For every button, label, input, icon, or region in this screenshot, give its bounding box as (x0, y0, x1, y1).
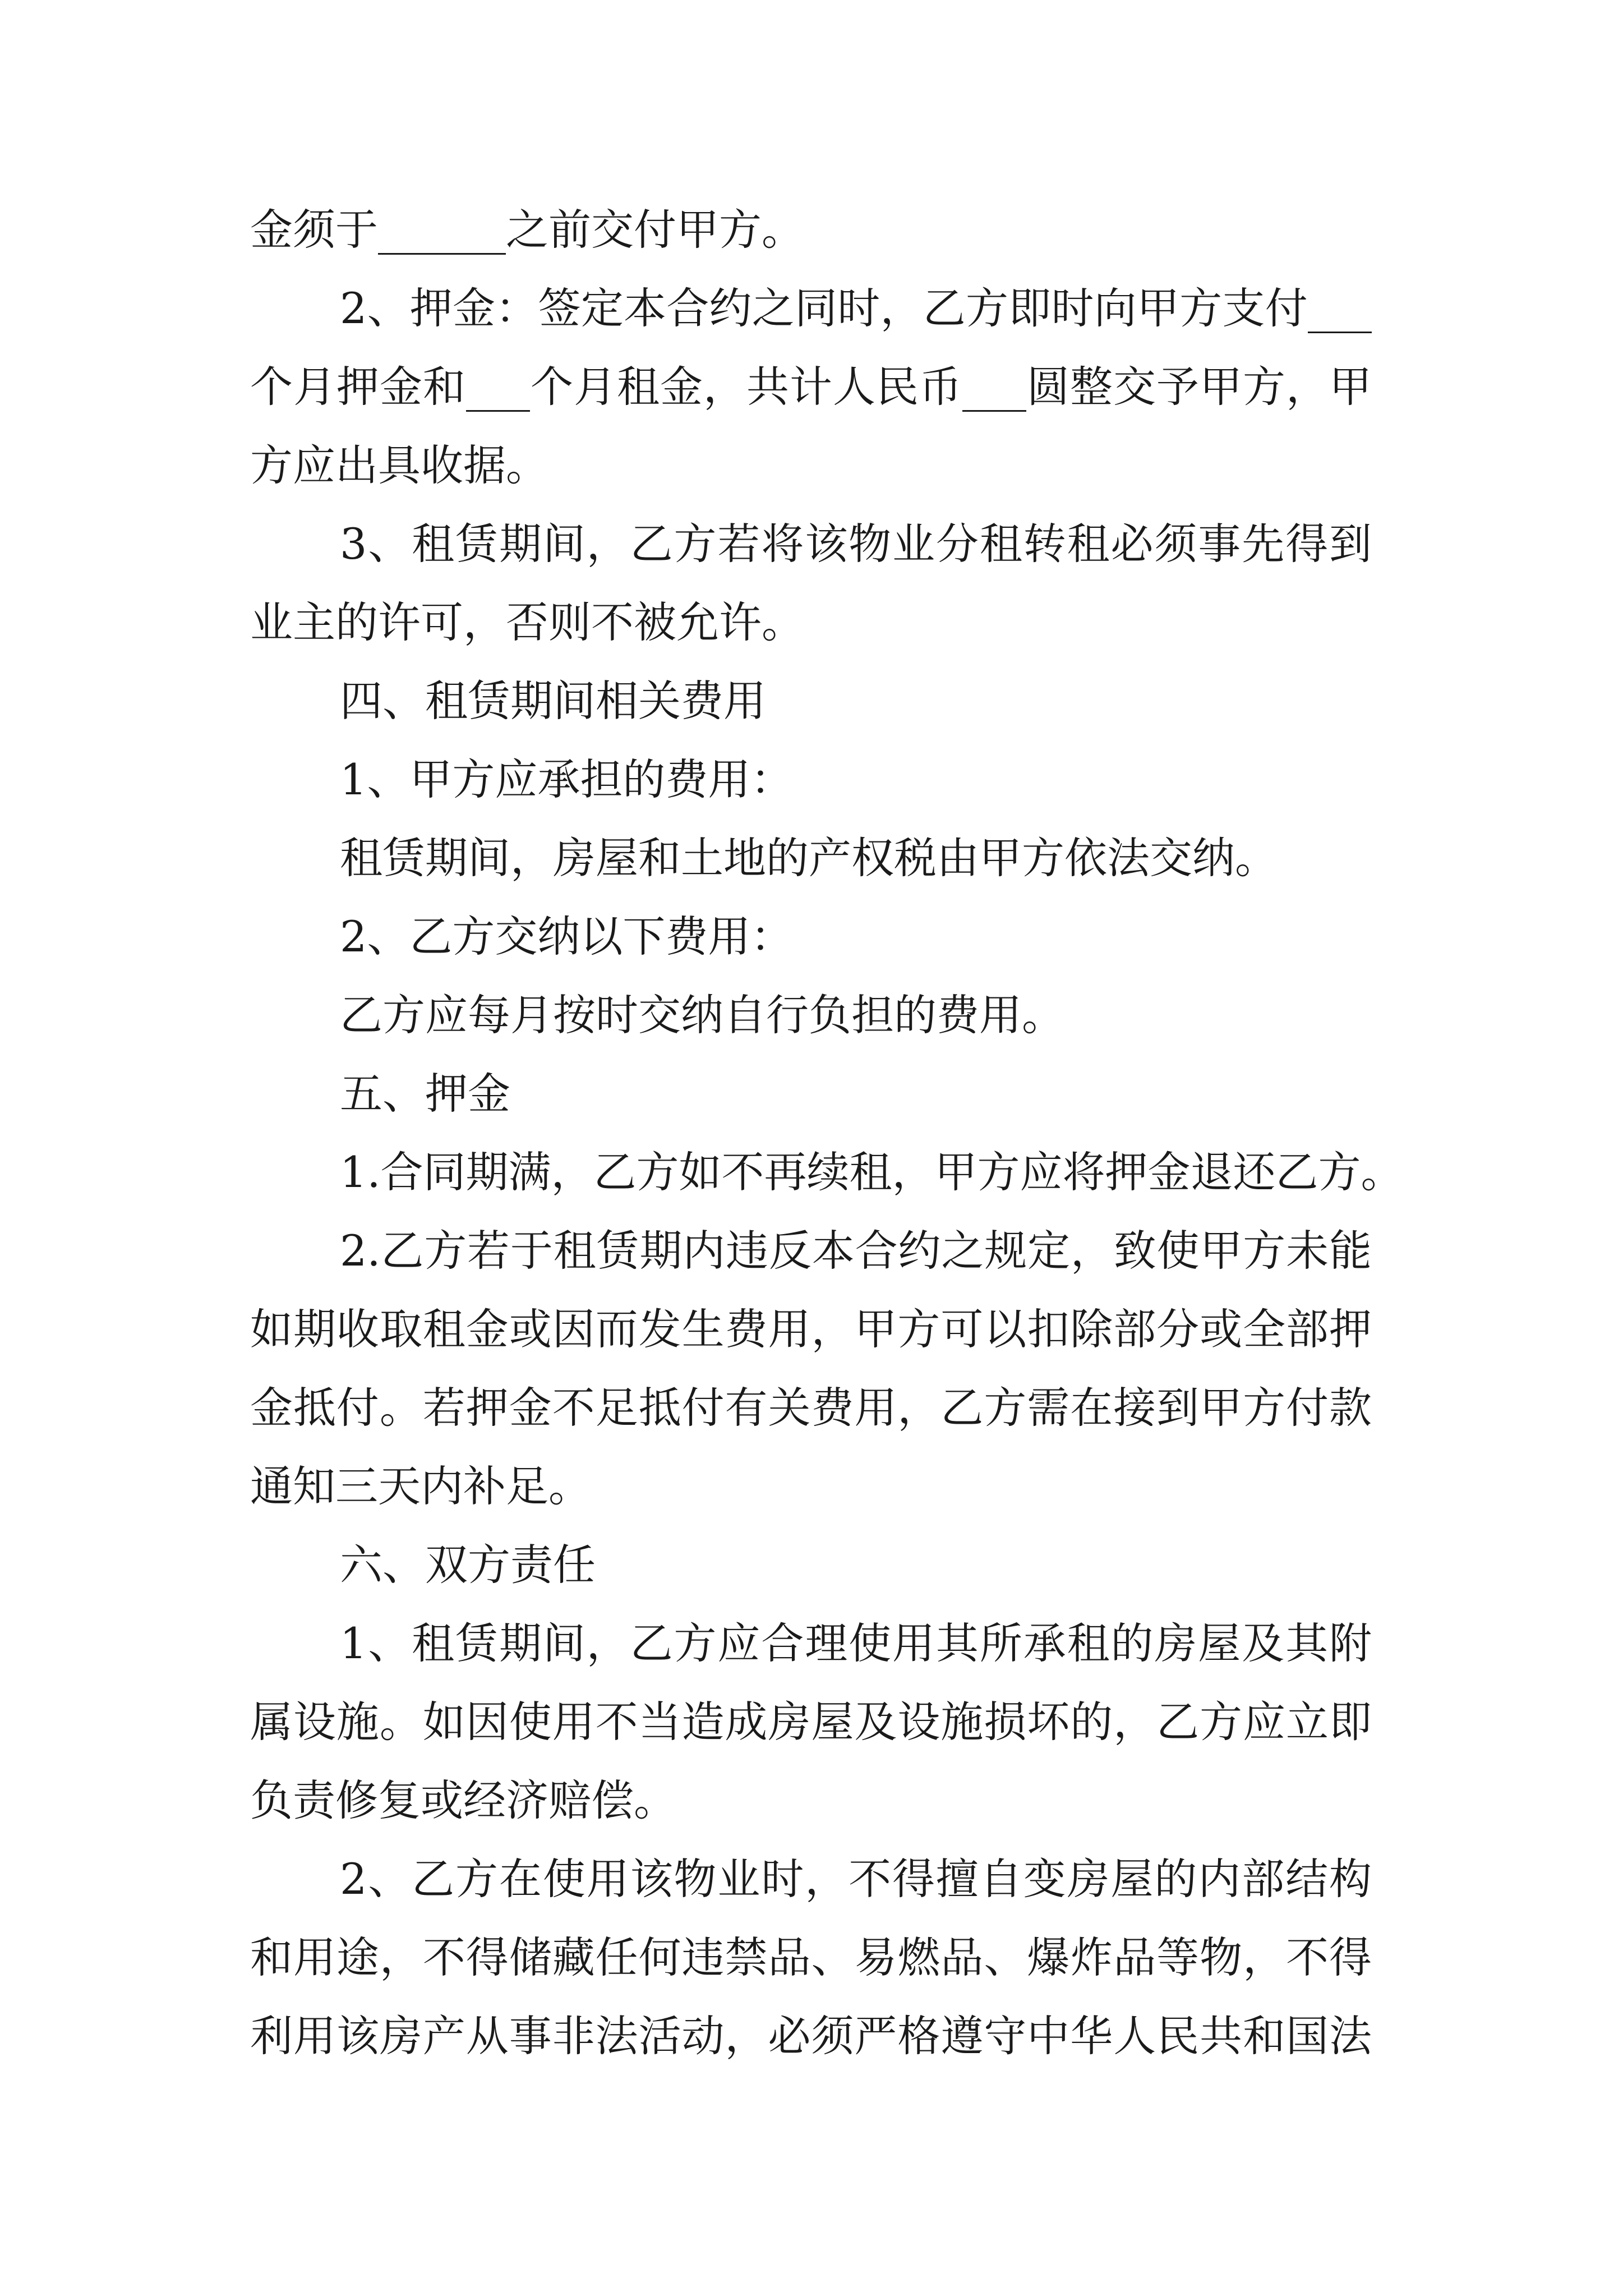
section-heading: 五、押金 (340, 1069, 510, 1119)
section-heading: 四、租赁期间相关费用 (340, 676, 766, 726)
text-line: 金抵付。若押金不足抵付有关费用，乙方需在接到甲方付款 (250, 1383, 1372, 1433)
text-line: 通知三天内补足。 (250, 1461, 591, 1511)
text-line: 1.合同期满，乙方如不再续租，甲方应将押金退还乙方。 (340, 1147, 1404, 1197)
text-line: 1、租赁期间，乙方应合理使用其所承租的房屋及其附 (340, 1618, 1372, 1668)
text-line: 2、乙方在使用该物业时，不得擅自变房屋的内部结构 (340, 1854, 1372, 1904)
text-line: 金须于______之前交付甲方。 (250, 205, 804, 255)
text-line: 负责修复或经济赔偿。 (250, 1775, 676, 1825)
text-line: 如期收取租金或因而发生费用，甲方可以扣除部分或全部押 (250, 1304, 1372, 1354)
text-line: 1、甲方应承担的费用： (340, 754, 794, 804)
text-line: 方应出具收据。 (250, 440, 548, 490)
text-line: 2、乙方交纳以下费用： (340, 912, 794, 961)
text-line: 利用该房产从事非法活动，必须严格遵守中华人民共和国法 (250, 2011, 1372, 2061)
text-line: 3、租赁期间，乙方若将该物业分租转租必须事先得到 (340, 519, 1372, 569)
text-line: 2、押金：签定本合约之同时，乙方即时向甲方支付___ (340, 283, 1372, 333)
text-line: 乙方应每月按时交纳自行负担的费用。 (340, 990, 1064, 1040)
text-line: 和用途，不得储藏任何违禁品、易燃品、爆炸品等物，不得 (250, 1932, 1372, 1982)
text-line: 业主的许可，否则不被允许。 (250, 597, 804, 647)
section-heading: 六、双方责任 (340, 1540, 596, 1590)
text-line: 个月押金和___个月租金，共计人民币___圆整交予甲方，甲 (250, 362, 1372, 412)
text-line: 租赁期间，房屋和土地的产权税由甲方依法交纳。 (340, 833, 1278, 883)
text-line: 属设施。如因使用不当造成房屋及设施损坏的，乙方应立即 (250, 1697, 1372, 1747)
text-line: 2.乙方若于租赁期内违反本合约之规定，致使甲方未能 (340, 1226, 1372, 1276)
